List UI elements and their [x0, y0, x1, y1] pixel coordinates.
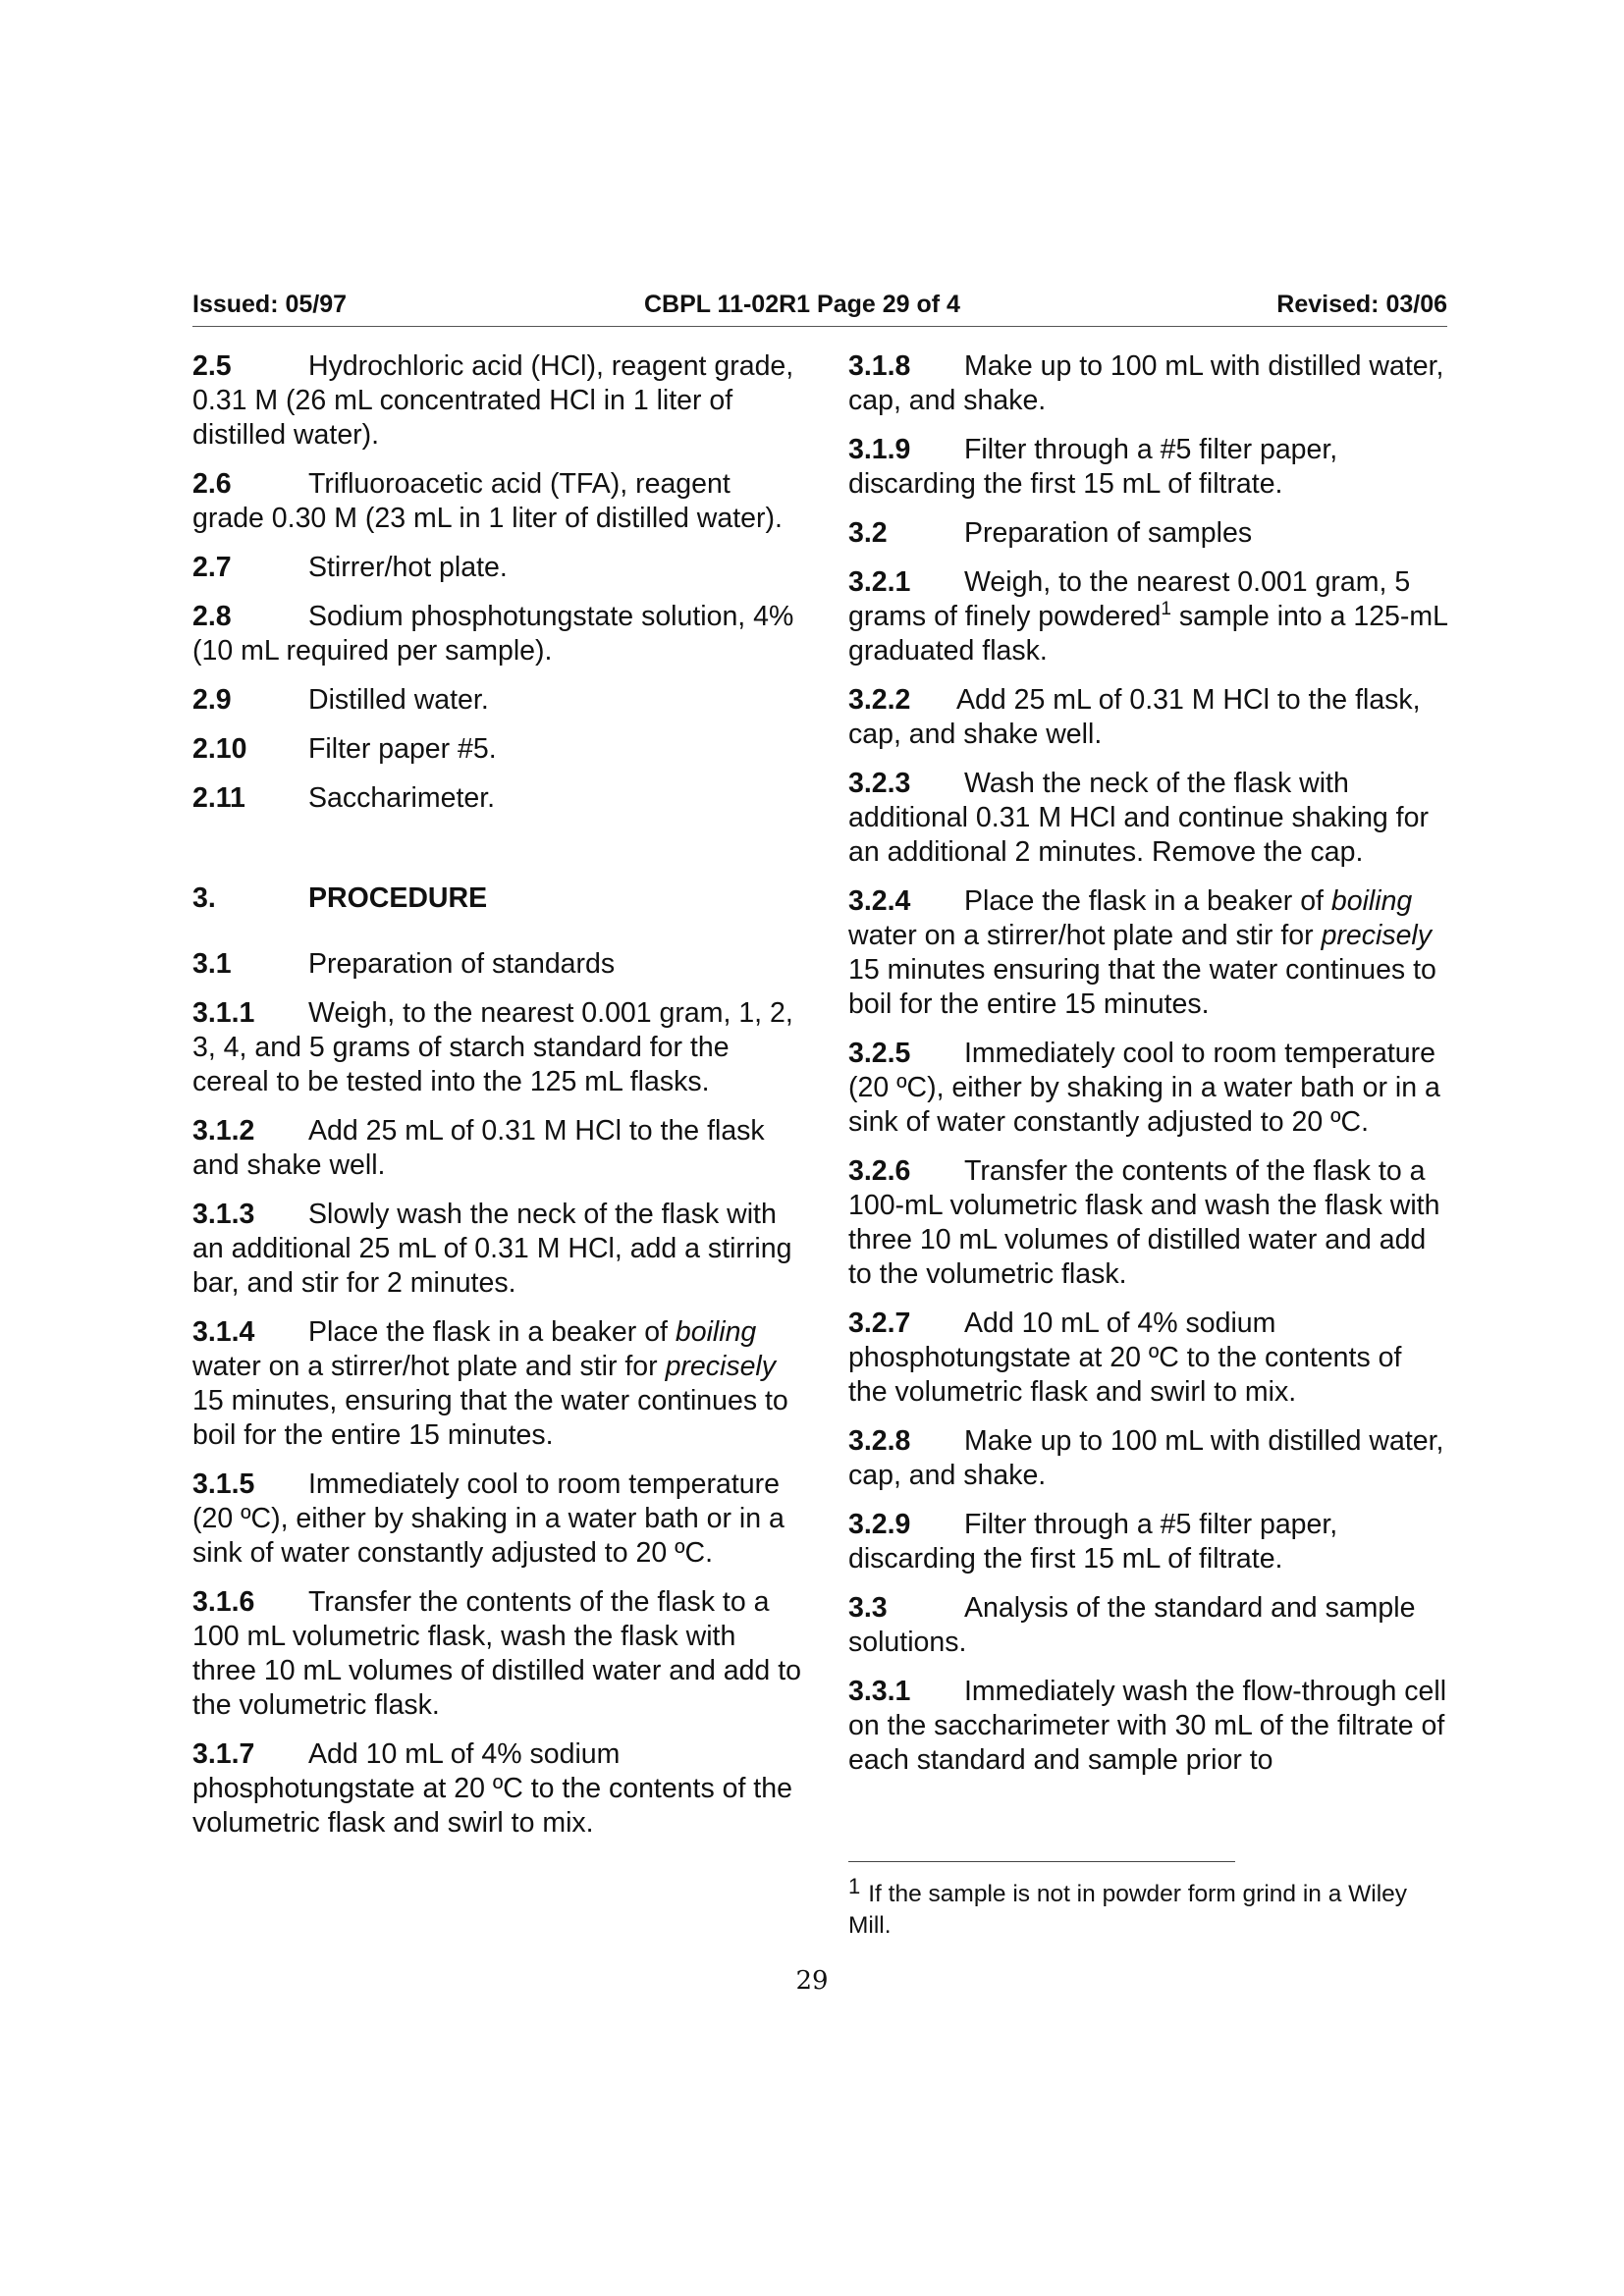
- item-3-2-2: 3.2.2 Add 25 mL of 0.31 M HCl to the flask, cap, and shake well.: [848, 684, 1421, 750]
- item-3-1-6: 3.1.6 Transfer the contents of the flask to a 100 mL volumetric flask, wash the flask with three 10 mL volumes of distilled water and add to the volumetric flask.: [192, 1586, 801, 1721]
- item-3-1-3: 3.1.3 Slowly wash the neck of the flask with an additional 25 mL of 0.31 M HCl, add a stirring bar, and stir for 2 minutes.: [192, 1199, 792, 1299]
- item-3-1-1: 3.1.1 Weigh, to the nearest 0.001 gram, 1, 2, 3, 4, and 5 grams of starch standard for the cereal to be tested into the 125 mL flasks.: [192, 997, 793, 1097]
- item-2-11: 2.11 Saccharimeter.: [192, 782, 496, 814]
- item-2-9: 2.9 Distilled water.: [192, 684, 489, 716]
- page-header: [192, 291, 1447, 327]
- item-3-1-2: 3.1.2 Add 25 mL of 0.31 M HCl to the flask and shake well.: [192, 1115, 765, 1181]
- item-3-1-7: 3.1.7 Add 10 mL of 4% sodium phosphotungstate at 20 ºC to the contents of the volumetric flask and swirl to mix.: [192, 1738, 792, 1839]
- item-3-3-1: 3.3.1 Immediately wash the flow-through cell on the saccharimeter with 30 mL of the filtrate of each standard and sample prior to: [848, 1676, 1447, 1776]
- item-2-7: 2.7 Stirrer/hot plate.: [192, 552, 508, 583]
- footnote: [848, 1874, 1437, 1942]
- item-3-2-3: 3.2.3 Wash the neck of the flask with additional 0.31 M HCl and continue shaking for an additional 2 minutes. Remove the cap.: [848, 768, 1429, 868]
- item-3-2-4: 3.2.4 Place the flask in a beaker of boiling water on a stirrer/hot plate and stir for precisely 15 minutes ensuring that the water continues to boil for the entire 15 minutes.: [848, 885, 1436, 1020]
- left-column: [192, 349, 801, 1855]
- item-3-2-9: 3.2.9 Filter through a #5 filter paper, discarding the first 15 mL of filtrate.: [848, 1509, 1338, 1575]
- issued-date: Issued: 05/97: [192, 291, 348, 318]
- item-3-1-8: 3.1.8 Make up to 100 mL with distilled water, cap, and shake.: [848, 350, 1444, 416]
- section-heading-procedure: 3. PROCEDURE: [192, 882, 488, 914]
- item-3-1-4: 3.1.4 Place the flask in a beaker of boiling water on a stirrer/hot plate and stir for precisely 15 minutes, ensuring that the water continues to boil for the entire 15 minutes.: [192, 1316, 788, 1451]
- page-number: 29: [795, 1966, 829, 1996]
- item-3-1: 3.1 Preparation of standards: [192, 948, 616, 980]
- footnote-reference: 1: [1161, 599, 1171, 619]
- item-3-2-7: 3.2.7 Add 10 mL of 4% sodium phosphotungstate at 20 ºC to the contents of the volumetric flask and swirl to mix.: [848, 1308, 1402, 1408]
- item-2-5: 2.5 Hydrochloric acid (HCl), reagent grade, 0.31 M (26 mL concentrated HCl in 1 liter of distilled water).: [192, 350, 794, 451]
- revised-date: Revised: 03/06: [1276, 291, 1447, 318]
- item-3-2-5: 3.2.5 Immediately cool to room temperature (20 ºC), either by shaking in a water bath or in a sink of water constantly adjusted to 20 ºC.: [848, 1038, 1440, 1138]
- item-3-2-8: 3.2.8 Make up to 100 mL with distilled water, cap, and shake.: [848, 1425, 1444, 1491]
- right-column: [848, 349, 1447, 1792]
- item-2-10: 2.10 Filter paper #5.: [192, 733, 497, 765]
- footnote-divider: [848, 1861, 1235, 1862]
- item-2-6: 2.6 Trifluoroacetic acid (TFA), reagent grade 0.30 M (23 mL in 1 liter of distilled water).: [192, 468, 783, 534]
- item-3-2-6: 3.2.6 Transfer the contents of the flask to a 100-mL volumetric flask and wash the flask with three 10 mL volumes of distilled water and add to the volumetric flask.: [848, 1155, 1440, 1290]
- footnote-text: If the sample is not in powder form grind in a Wiley Mill.: [848, 1881, 1408, 1939]
- item-3-2: 3.2 Preparation of samples: [848, 517, 1253, 549]
- document-id: CBPL 11-02R1 Page 29 of 4: [644, 291, 960, 318]
- item-3-1-5: 3.1.5 Immediately cool to room temperature (20 ºC), either by shaking in a water bath or in a sink of water constantly adjusted to 20 ºC.: [192, 1468, 785, 1569]
- item-3-1-9: 3.1.9 Filter through a #5 filter paper, discarding the first 15 mL of filtrate.: [848, 434, 1338, 500]
- item-3-2-1: 3.2.1 Weigh, to the nearest 0.001 gram, 5 grams of finely powdered$^1$ sample into a 125-mL graduated flask.: [848, 566, 1447, 667]
- footnote-mark: 1: [848, 1874, 861, 1898]
- item-3-3: 3.3 Analysis of the standard and sample solutions.: [848, 1592, 1416, 1658]
- item-2-8: 2.8 Sodium phosphotungstate solution, 4% (10 mL required per sample).: [192, 601, 794, 667]
